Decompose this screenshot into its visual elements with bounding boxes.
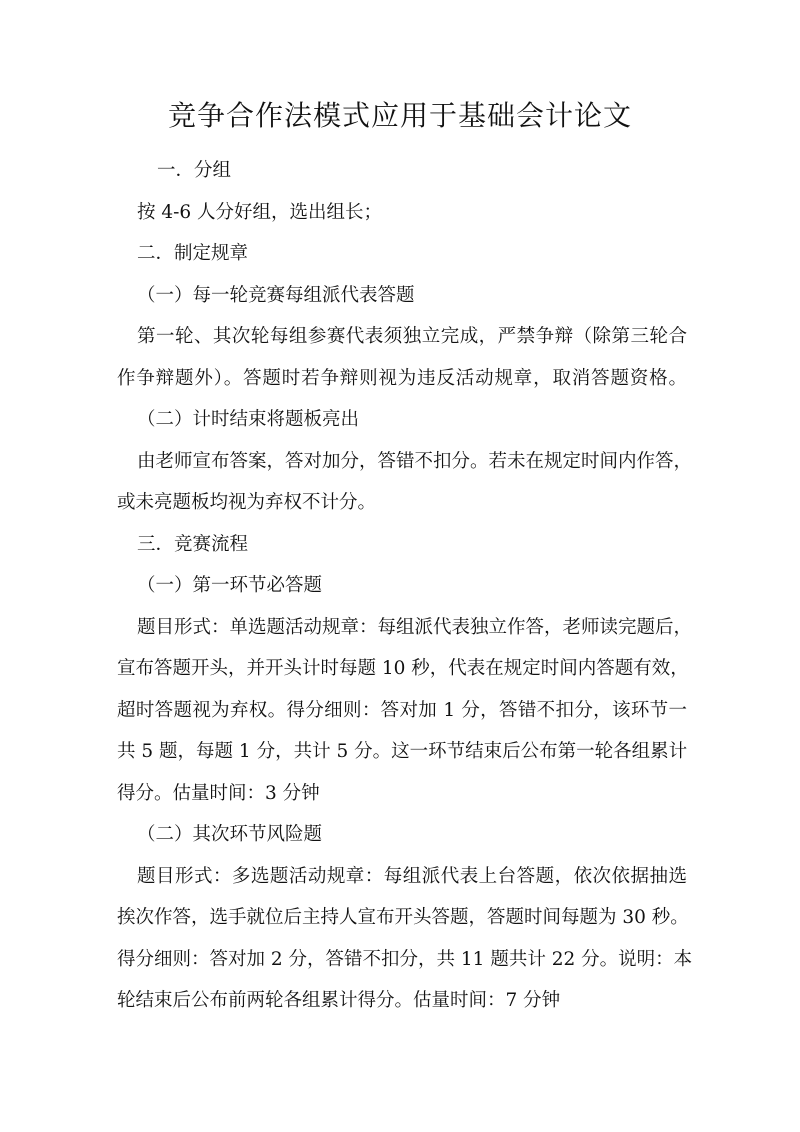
paragraph-line: 题目形式：多选题活动规章：每组派代表上台答题，依次依据抽选 — [137, 865, 687, 887]
paragraph-line: 题目形式：单选题活动规章：每组派代表独立作答，老师读完题后， — [137, 616, 693, 638]
paragraph-line: 共 5 题，每题 1 分，共计 5 分。这一环节结束后公布第一轮各组累计 — [117, 741, 688, 762]
paragraph-line: 或未亮题板均视为弃权不计分。 — [117, 492, 377, 513]
paragraph-line: 得分。估量时间：3 分钟 — [117, 782, 320, 804]
paragraph-line: （一）第一环节必答题 — [137, 575, 323, 596]
paragraph-line: 由老师宣布答案，答对加分，答错不扣分。若未在规定时间内作答， — [137, 450, 693, 472]
paragraph-line: 得分细则：答对加 2 分，答错不扣分，共 11 题共计 22 分。说明：本 — [117, 948, 693, 970]
paragraph-line: 按 4-6 人分好组，选出组长； — [137, 201, 383, 223]
paragraph-line: （二）计时结束将题板亮出 — [137, 409, 360, 430]
document-body — [117, 150, 693, 1022]
paragraph-line: 一．分组 — [157, 160, 232, 181]
paragraph-line: 三．竞赛流程 — [137, 533, 249, 555]
paragraph-line: 第一轮、其次轮每组参赛代表须独立完成，严禁争辩（除第三轮合 — [137, 326, 687, 347]
paragraph-line: 二．制定规章 — [137, 243, 249, 264]
document-title: 竞争合作法模式应用于基础会计论文 — [167, 99, 632, 132]
paragraph-line: 轮结束后公布前两轮各组累计得分。估量时间：7 分钟 — [117, 990, 561, 1011]
paragraph-line: （二）其次环节风险题 — [137, 824, 323, 845]
paragraph-line: 挨次作答，选手就位后主持人宣布开头答题，答题时间每题为 30 秒。 — [117, 907, 689, 928]
paragraph-line: 作争辩题外）。答题时若争辩则视为违反活动规章，取消答题资格。 — [117, 367, 687, 389]
paragraph-line: 宣布答题开头，并开头计时每题 10 秒，代表在规定时间内答题有效， — [117, 658, 689, 679]
paragraph-line: （一）每一轮竞赛每组派代表答题 — [137, 284, 415, 306]
paragraph-line: 超时答题视为弃权。得分细则：答对加 1 分，答错不扣分，该环节一 — [117, 699, 687, 721]
